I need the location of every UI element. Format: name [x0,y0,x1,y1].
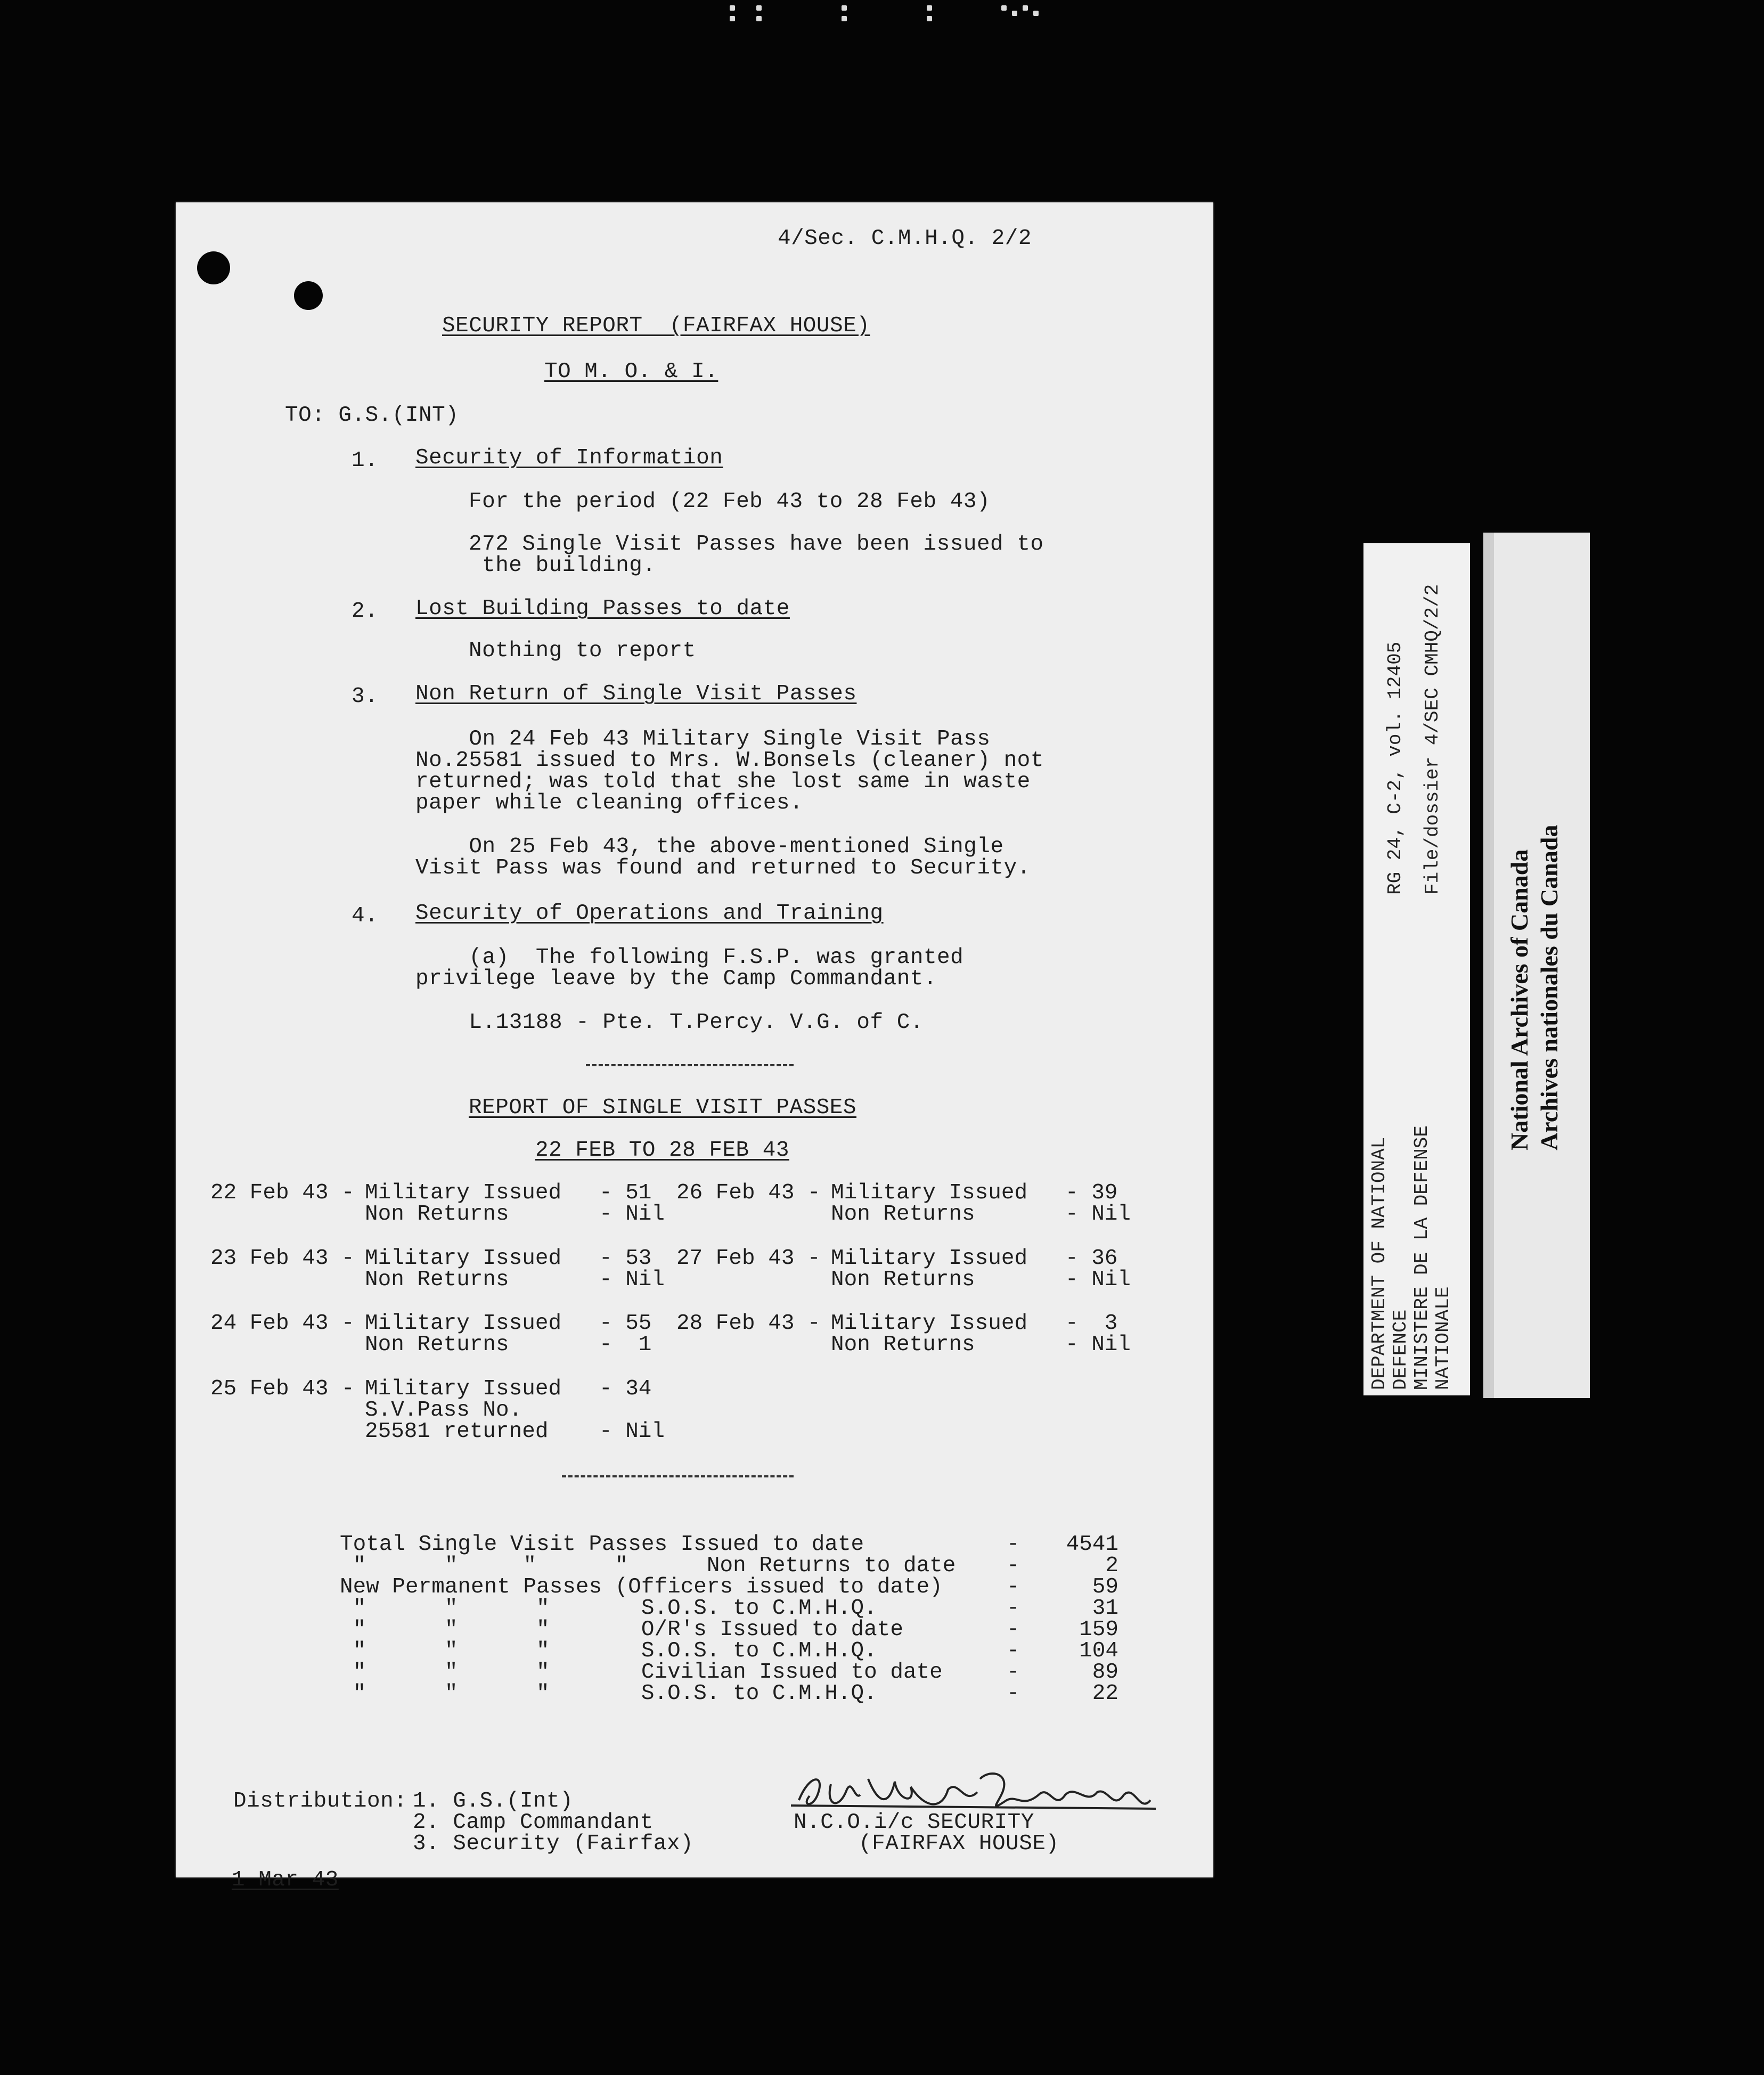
totals-value: 59 [1092,1575,1118,1599]
report-range: 22 FEB TO 28 FEB 43 [535,1138,789,1163]
totals-value: 159 [1079,1617,1118,1642]
totals-row: " " " S.O.S. to C.M.H.Q. [340,1681,877,1706]
totals-value: 22 [1092,1681,1118,1706]
daily-entry: 27 Feb 43 - Military Issued - 36 Non Returns - Nil [676,1246,1131,1292]
section-text: No.25581 issued to Mrs. W.Bonsels (cleaner) not [415,748,1044,773]
section-heading: Lost Building Passes to date [415,597,790,621]
totals-value: 104 [1079,1639,1118,1663]
section-number: 1. [352,448,379,473]
section-heading: Security of Operations and Training [415,901,884,926]
section-number: 3. [352,684,379,709]
section-text: returned; was told that she lost same in waste [415,770,1031,794]
totals-row: " " " S.O.S. to C.M.H.Q. [340,1639,877,1663]
section-text: privilege leave by the Camp Commandant. [415,967,937,991]
totals-dash: - [1007,1575,1020,1599]
daily-entry: 28 Feb 43 - Military Issued - 3 Non Returns - Nil [676,1311,1131,1357]
totals-dash: - [1007,1660,1020,1685]
divider [586,1064,794,1068]
document-page [176,202,1213,1892]
section-text: For the period (22 Feb 43 to 28 Feb 43) [469,489,991,514]
section-heading: Non Return of Single Visit Passes [415,682,857,706]
totals-dash: - [1007,1617,1020,1642]
totals-dash: - [1007,1639,1020,1663]
section-text: Visit Pass was found and returned to Security. [415,856,1031,880]
daily-entry: 22 Feb 43 - Military Issued - 51 Non Returns - Nil [210,1181,665,1227]
section-text: the building. [469,553,656,578]
totals-dash: - [1007,1554,1020,1578]
totals-value: 2 [1105,1554,1118,1578]
distribution-item: 1. G.S.(Int) [413,1789,574,1813]
department-en-2: DEFENCE [1390,1309,1411,1390]
distribution-item: 3. Security (Fairfax) [413,1832,694,1856]
punch-hole [197,251,230,284]
signer-title: N.C.O.i/c SECURITY [794,1810,1034,1835]
section-text: (a) The following F.S.P. was granted [415,945,964,970]
totals-row: " " " " Non Returns to date [340,1554,956,1578]
totals-row: " " " O/R's Issued to date [340,1617,903,1642]
totals-value: 89 [1092,1660,1118,1685]
daily-entry: 24 Feb 43 - Military Issued - 55 Non Returns - 1 [210,1311,652,1357]
file-dossier-ref: File/dossier 4/SEC CMHQ/2/2 [1422,584,1443,895]
section-heading: Security of Information [415,446,723,470]
totals-value: 31 [1092,1596,1118,1621]
distribution-item: 2. Camp Commandant [413,1810,654,1835]
department-fr-1: MINISTERE DE LA DEFENSE [1411,1125,1433,1390]
report-title: REPORT OF SINGLE VISIT PASSES [469,1096,857,1120]
section-number: 4. [352,904,379,928]
punch-hole [294,281,323,310]
daily-entry: 26 Feb 43 - Military Issued - 39 Non Returns - Nil [676,1181,1131,1227]
archives-name-fr: Archives nationales du Canada [1536,824,1563,1150]
totals-dash: - [1007,1596,1020,1621]
film-edge-marks [724,0,1065,32]
section-text: L.13188 - Pte. T.Percy. V.G. of C. [415,1010,924,1035]
daily-entry: 25 Feb 43 - Military Issued - 34 S.V.Pass No. 25581 returned - Nil [210,1377,665,1444]
archive-reference-label [1363,543,1470,1395]
totals-value: 4541 [1066,1532,1118,1557]
section-text: 272 Single Visit Passes have been issued to [469,532,1044,557]
document-date: 1 Mar 43 [232,1868,339,1892]
distribution-label: Distribution: [233,1789,407,1813]
totals-row: New Permanent Passes (Officers issued to date) [340,1575,943,1599]
label-edge [1483,533,1494,1398]
signer-office: (FAIRFAX HOUSE) [859,1832,1059,1856]
divider [562,1475,794,1480]
section-text: Nothing to report [469,639,696,663]
record-group-ref: RG 24, C-2, vol. 12405 [1384,641,1406,895]
section-text: paper while cleaning offices. [415,791,804,815]
section-text: On 24 Feb 43 Military Single Visit Pass [415,727,991,751]
document-title: SECURITY REPORT (FAIRFAX HOUSE) [442,314,870,338]
totals-dash: - [1007,1681,1020,1706]
totals-row: " " " S.O.S. to C.M.H.Q. [340,1596,877,1621]
section-number: 2. [352,599,379,624]
totals-row: " " " Civilian Issued to date [340,1660,943,1685]
department-fr-2: NATIONALE [1432,1286,1454,1390]
archives-canada-label [1483,533,1590,1398]
archives-name-en: National Archives of Canada [1506,849,1533,1150]
section-text: On 25 Feb 43, the above-mentioned Single [415,835,1004,859]
document-subtitle: TO M. O. & I. [544,360,718,384]
totals-row: Total Single Visit Passes Issued to date [340,1532,864,1557]
department-en-1: DEPARTMENT OF NATIONAL [1368,1137,1390,1390]
to-line: TO: G.S.(INT) [285,403,459,428]
file-reference: 4/Sec. C.M.H.Q. 2/2 [778,226,1032,251]
totals-dash: - [1007,1532,1020,1557]
daily-entry: 23 Feb 43 - Military Issued - 53 Non Returns - Nil [210,1246,665,1292]
